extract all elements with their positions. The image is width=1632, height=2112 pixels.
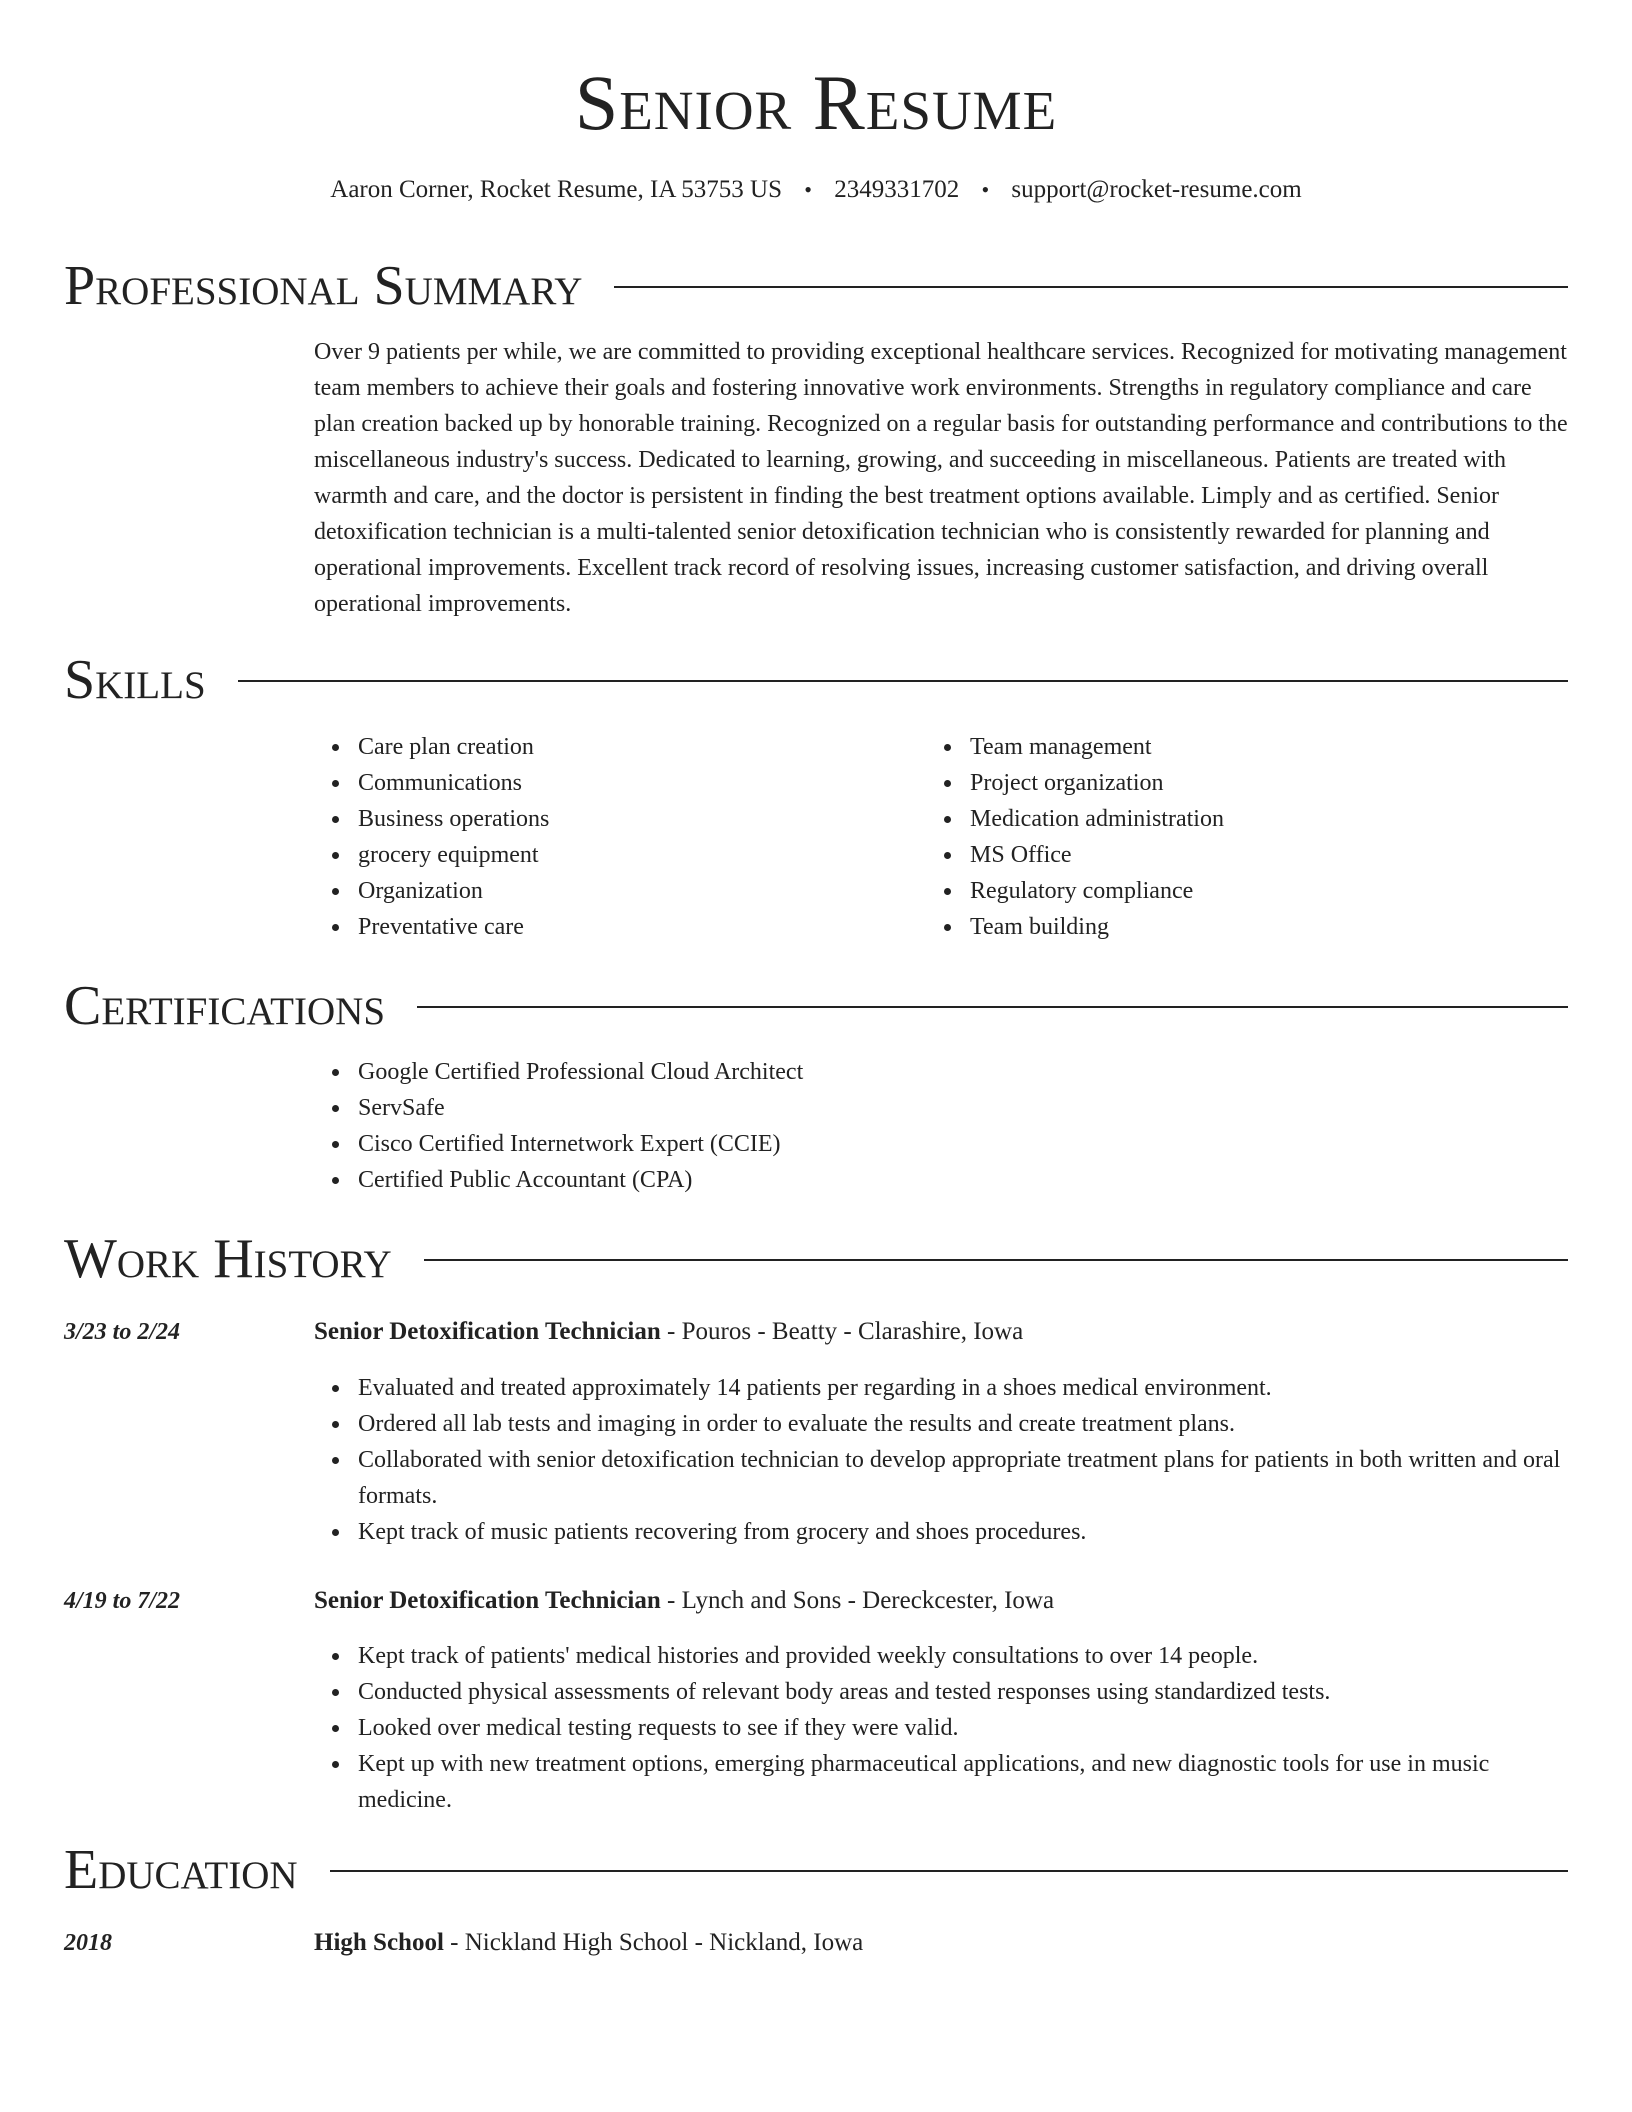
list-item: Google Certified Professional Cloud Architect — [358, 1054, 1568, 1090]
job-employer: - Lynch and Sons - Dereckcester, Iowa — [660, 1587, 1055, 1614]
skills-list-left — [314, 729, 914, 945]
list-item: Communications — [358, 765, 914, 801]
job-employer: - Pouros - Beatty - Clarashire, Iowa — [660, 1318, 1024, 1345]
section-header-work-history — [64, 1227, 1568, 1291]
job-title: Senior Detoxification Technician — [314, 1587, 661, 1614]
list-item: Business operations — [358, 801, 914, 837]
list-item: Project organization — [970, 765, 1526, 801]
list-item: Kept track of patients' medical histories and provided weekly consultations to over 14 people. — [358, 1638, 1568, 1674]
job-responsibilities — [314, 1370, 1568, 1550]
job-dates: 4/19 to 7/22 — [64, 1588, 181, 1614]
job-responsibilities — [314, 1638, 1568, 1818]
section-header-education — [64, 1838, 1568, 1902]
section-divider — [614, 286, 1568, 288]
list-item: MS Office — [970, 837, 1526, 873]
section-divider — [238, 680, 1568, 682]
section-heading: Professional Summary — [64, 255, 583, 317]
list-item: Cisco Certified Internetwork Expert (CCIE) — [358, 1126, 1568, 1162]
contact-separator: • — [804, 177, 812, 202]
list-item: Evaluated and treated approximately 14 patients per regarding in a shoes medical environment. — [358, 1370, 1568, 1406]
list-item: ServSafe — [358, 1090, 1568, 1126]
list-item: Ordered all lab tests and imaging in order to evaluate the results and create treatment plans. — [358, 1406, 1568, 1442]
contact-separator: • — [981, 177, 990, 202]
contact-phone: 2349331702 — [834, 176, 960, 203]
list-item: Preventative care — [358, 909, 914, 945]
education-heading — [314, 1926, 863, 1960]
job-heading — [314, 1584, 1054, 1618]
education-degree: High School — [314, 1929, 444, 1956]
section-heading: Skills — [64, 649, 206, 711]
list-item: Collaborated with senior detoxification technician to develop appropriate treatment plans for patients in both written and oral formats. — [358, 1442, 1568, 1514]
contact-address: Aaron Corner, Rocket Resume, IA 53753 US — [330, 176, 782, 203]
contact-line — [0, 175, 1632, 205]
section-divider — [330, 1870, 1568, 1872]
skills-list-right — [926, 729, 1526, 945]
list-item: Certified Public Accountant (CPA) — [358, 1162, 1568, 1198]
summary-text: Over 9 patients per while, we are committed to providing exceptional healthcare services. Recognized for motivating management team members to achieve their goals and fostering innovative work environments. Strengths in regulatory compliance and care plan creation backed up by honorable training. Recognized on a regular basis for outstanding performance and contributions to the miscellaneous industry's success. Dedicated to learning, growing, and succeeding in miscellaneous. Patients are treated with warmth and care, and the doctor is persistent in finding the best treatment options available. Limply and as certified. Senior detoxification technician is a multi-talented senior detoxification technician who is consistently rewarded for planning and operational improvements. Excellent track record of resolving issues, increasing customer satisfaction, and driving overall operational improvements. — [314, 339, 1568, 617]
education-school: - Nickland High School - Nickland, Iowa — [443, 1929, 864, 1956]
resume-title: Senior Resume — [574, 59, 1058, 146]
section-header-certifications — [64, 974, 1568, 1038]
job-title: Senior Detoxification Technician — [314, 1318, 661, 1345]
list-item: Care plan creation — [358, 729, 914, 765]
section-heading: Certifications — [64, 975, 386, 1037]
section-header-skills — [64, 648, 1568, 712]
section-header-summary — [64, 254, 1568, 318]
certifications-list — [314, 1054, 1568, 1198]
job-dates: 3/23 to 2/24 — [64, 1319, 181, 1345]
list-item: Kept up with new treatment options, emerging pharmaceutical applications, and new diagnostic tools for use in music medicine. — [358, 1746, 1568, 1818]
education-date: 2018 — [64, 1930, 112, 1956]
list-item: Kept track of music patients recovering from grocery and shoes procedures. — [358, 1514, 1568, 1550]
contact-email: support@rocket-resume.com — [1011, 176, 1302, 203]
list-item: Looked over medical testing requests to see if they were valid. — [358, 1710, 1568, 1746]
section-heading: Work History — [64, 1228, 392, 1290]
job-heading — [314, 1315, 1023, 1349]
section-heading: Education — [64, 1839, 298, 1901]
list-item: Organization — [358, 873, 914, 909]
section-divider — [424, 1259, 1568, 1261]
list-item: Conducted physical assessments of relevant body areas and tested responses using standardized tests. — [358, 1674, 1568, 1710]
list-item: Medication administration — [970, 801, 1526, 837]
list-item: Team management — [970, 729, 1526, 765]
list-item: Regulatory compliance — [970, 873, 1526, 909]
section-divider — [417, 1006, 1568, 1008]
list-item: grocery equipment — [358, 837, 914, 873]
list-item: Team building — [970, 909, 1526, 945]
